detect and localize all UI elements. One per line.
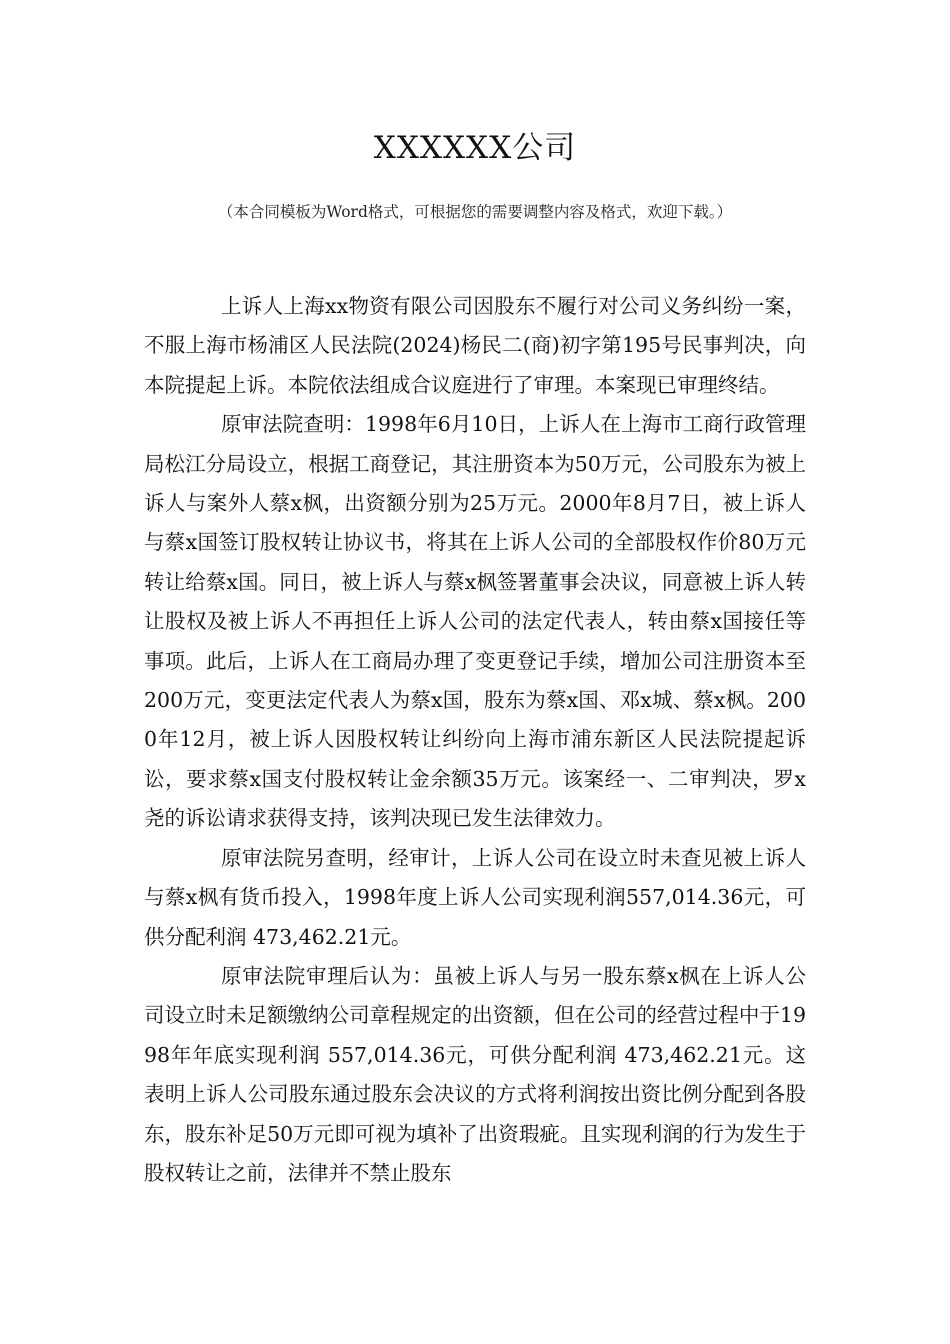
paragraph: 上诉人上海xx物资有限公司因股东不履行对公司义务纠纷一案，不服上海市杨浦区人民法院(2024)杨民二(商)初字第195号民事判决，向本院提起上诉。本院依法组成合议庭进行了审理。本案现已审理终结。 xyxy=(144,294,806,397)
paragraph: 原审法院审理后认为：虽被上诉人与另一股东蔡x枫在上诉人公司设立时未足额缴纳公司章程规定的出资额，但在公司的经营过程中于1998年年底实现利润 557,014.36元，可供分配利润 473,462.21元。这表明上诉人公司股东通过股东会决议的方式将利润按出资比例分配到各股东，股东补足50万元即可视为填补了出资瑕疵。且实现利润的行为发生于股权转让之前，法律并不禁止股东 xyxy=(144,963,806,1185)
template-note: （本合同模板为Word格式，可根据您的需要调整内容及格式，欢迎下载。） xyxy=(217,203,733,221)
document-title: XXXXXX公司 xyxy=(373,130,577,166)
paragraph: 原审法院查明：1998年6月10日，上诉人在上海市工商行政管理局松江分局设立，根据工商登记，其注册资本为50万元，公司股东为被上诉人与案外人蔡x枫，出资额分别为25万元。2000年8月7日，被上诉人与蔡x国签订股权转让协议书，将其在上诉人公司的全部股权作价80万元转让给蔡x国。同日，被上诉人与蔡x枫签署董事会决议，同意被上诉人转让股权及被上诉人不再担任上诉人公司的法定代表人，转由蔡x国接任等事项。此后，上诉人在工商局办理了变更登记手续，增加公司注册资本至200万元，变更法定代表人为蔡x国，股东为蔡x国、邓x城、蔡x枫。2000年12月，被上诉人因股权转让纠纷向上海市浦东新区人民法院提起诉讼，要求蔡x国支付股权转让金余额35万元。该案经一、二审判决，罗x尧的诉讼请求获得支持，该判决现已发生法律效力。 xyxy=(144,412,806,831)
paragraph: 原审法院另查明，经审计，上诉人公司在设立时未查见被上诉人与蔡x枫有货币投入，1998年度上诉人公司实现利润557,014.36元，可供分配利润 473,462.21元。 xyxy=(144,845,806,949)
document-body xyxy=(144,287,806,1193)
